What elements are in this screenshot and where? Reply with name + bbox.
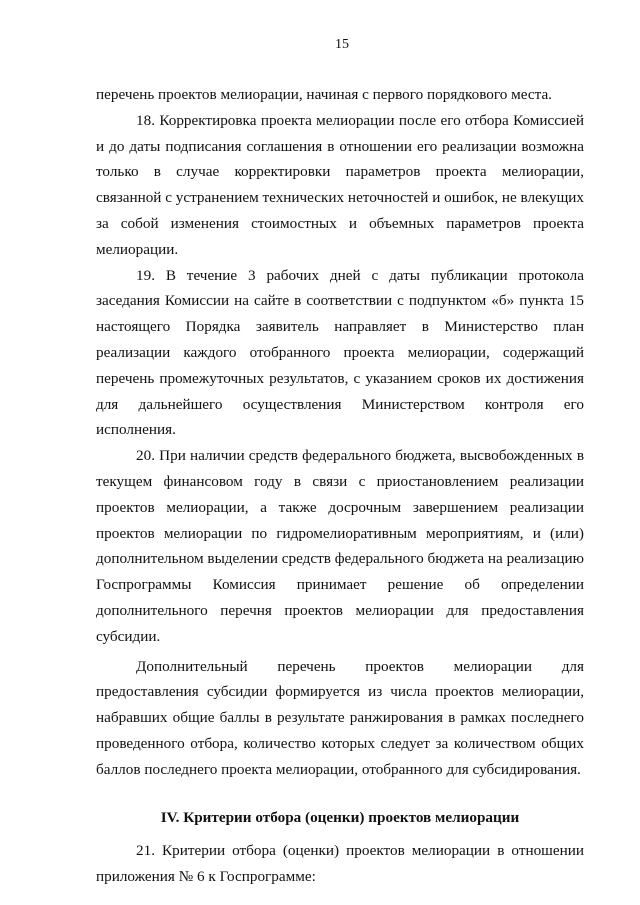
paragraph-20-additional: Дополнительный перечень проектов мелиорации для предоставления субсидии формируется из числа проектов мелиорации, набравших общие баллы в результате ранжирования в рамках последнего проведенного отбора, количество которых следует за количеством общих баллов последнего проекта мелиорации, отобранного для субсидирования. — [96, 657, 584, 778]
paragraph-continuation: перечень проектов мелиорации, начиная с первого порядкового места. — [96, 86, 552, 103]
section-heading: IV. Критерии отбора (оценки) проектов мелиорации — [160, 808, 520, 826]
paragraph-19: 19. В течение 3 рабочих дней с даты публикации протокола заседания Комиссии на сайте в соответствии с подпунктом «б» пункта 15 настоящего Порядка заявитель направляет в Министерство план реализации каждого отобранного проекта мелиорации, содержащий перечень промежуточных результатов, с указанием сроков их достижения для дальнейшего осуществления Министерством контроля его исполнения. — [96, 266, 584, 439]
document-body — [96, 82, 584, 890]
paragraph-18: 18. Корректировка проекта мелиорации после его отбора Комиссией и до даты подписания соглашения в отношении его реализации возможна только в случае корректировки параметров проекта мелиорации, связанной с устранением технических неточностей и ошибок, не влекущих за собой изменения стоимостных и объемных параметров проекта мелиорации. — [96, 111, 584, 258]
page-number: 15 — [335, 37, 349, 52]
paragraph-20: 20. При наличии средств федерального бюджета, высвобожденных в текущем финансовом году в связи с приостановлением реализации проектов мелиорации, а также досрочным завершением реализации проектов мелиорации по гидромелиоративным мероприятиям, и (или) дополнительном выделении средств федерального бюджета на реализацию Госпрограммы Комиссия принимает решение об определении дополнительного перечня проектов мелиорации для предоставления субсидии. — [96, 447, 585, 645]
paragraph-21: 21. Критерии отбора (оценки) проектов мелиорации в отношении приложения № 6 к Госпрограмме: — [96, 842, 584, 886]
